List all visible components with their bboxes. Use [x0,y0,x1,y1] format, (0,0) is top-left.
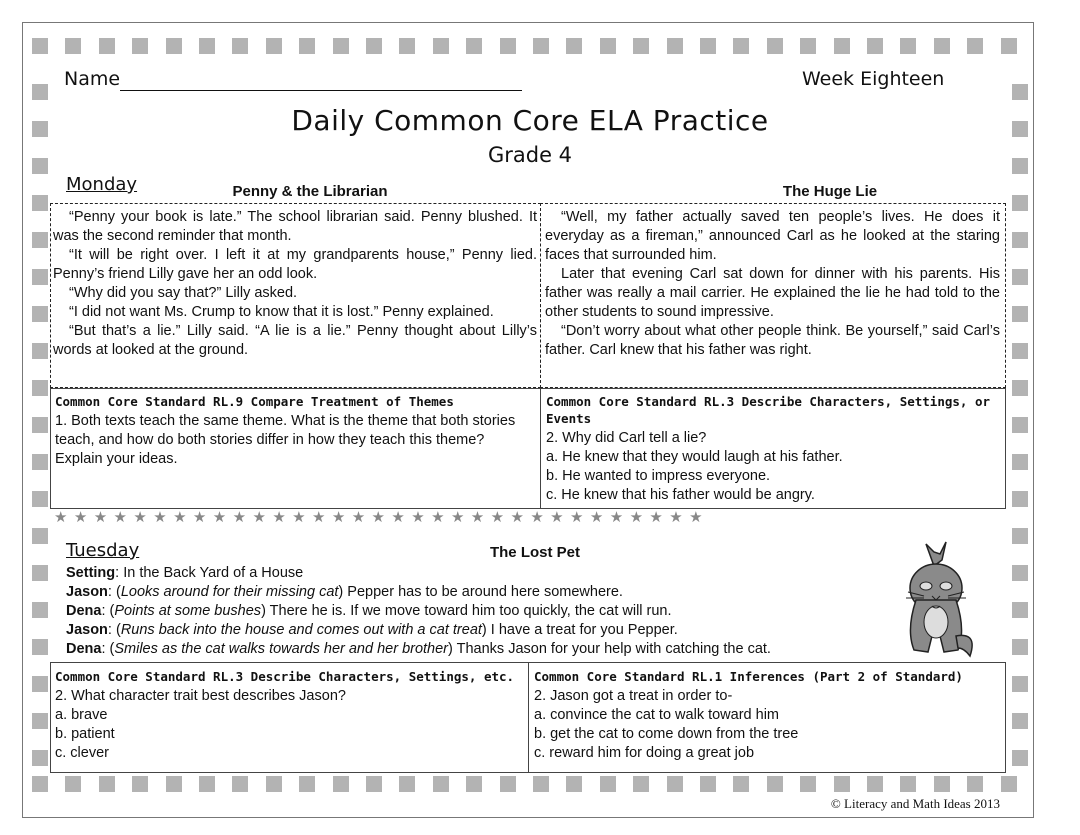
question3-body [55,687,525,763]
border-square [32,195,48,211]
question4-option: c. reward him for doing a great job [534,745,755,761]
story1-paragraph: “It will be right over. I left it at my grandparents house,” Penny lied. Penny’s friend Lilly gave her an odd look. [53,247,537,282]
question3-box [50,662,529,773]
question2-body [546,429,1001,505]
question2-option: b. He wanted to impress everyone. [546,468,771,484]
border-square [1012,195,1028,211]
border-square [500,776,516,792]
name-line [120,90,522,91]
story1-paragraph: “Why did you say that?” Lilly asked. [69,285,298,301]
border-square [266,38,282,54]
question3-standard: Common Core Standard RL.3 Describe Characters, Settings, etc. [55,669,515,684]
border-square [566,776,582,792]
story1-text [53,208,537,360]
border-square [1001,38,1017,54]
question3-option: c. clever [55,745,109,761]
border-square [1012,343,1028,359]
play-line: Setting: In the Back Yard of a House [66,565,304,581]
border-square [366,38,382,54]
border-square [1012,417,1028,433]
border-square [466,38,482,54]
border-square [1012,639,1028,655]
question2-standard: Common Core Standard RL.3 Describe Characters, Settings, or Events [546,394,991,426]
question4-box [528,662,1006,773]
question1-standard: Common Core Standard RL.9 Compare Treatment of Themes [55,394,454,409]
border-square [32,491,48,507]
border-square [99,38,115,54]
question2-box [540,388,1006,509]
story2-paragraph: “Don’t worry about what other people think. Be yourself,” said Carl’s father. Carl knew that his father was right. [545,323,1000,358]
play-line: Jason: (Runs back into the house and comes out with a cat treat) I have a treat for you Pepper. [66,622,678,638]
border-square [32,306,48,322]
border-square [32,565,48,581]
border-square [132,776,148,792]
border-square [466,776,482,792]
story1-paragraph: “Penny your book is late.” The school librarian said. Penny blushed. It was the second reminder that month. [53,209,537,244]
border-square [65,38,81,54]
border-square [967,38,983,54]
question4-prompt: 2. Jason got a treat in order to- [534,688,733,704]
question2-option: a. He knew that they would laugh at his father. [546,449,843,465]
border-square [533,38,549,54]
tuesday-title: The Lost Pet [489,544,580,561]
border-square [399,776,415,792]
question3-option: a. brave [55,707,108,723]
border-square [32,38,48,54]
border-square [667,776,683,792]
border-square [32,776,48,792]
border-square [1012,528,1028,544]
story1-title: Penny & the Librarian [232,183,388,200]
page-title: Daily Common Core ELA Practice [291,104,769,137]
border-square [1012,454,1028,470]
border-square [433,776,449,792]
border-square [700,38,716,54]
week-label: Week Eighteen [802,68,945,90]
border-square [132,38,148,54]
border-square [232,38,248,54]
border-square [767,38,783,54]
story1-box [50,203,541,388]
border-square [867,38,883,54]
cat-illustration [888,540,984,662]
border-square [32,602,48,618]
name-label: Name [64,68,121,90]
border-square [1012,602,1028,618]
grade-label: Grade 4 [487,143,573,167]
border-square [800,776,816,792]
border-square [199,776,215,792]
question3-prompt: 2. What character trait best describes Jason? [55,688,346,704]
border-square [433,38,449,54]
story2-title: The Huge Lie [782,183,878,200]
border-square [32,454,48,470]
question1-prompt: 1. Both texts teach the same theme. What is the theme that both stories teach, and how do both stories differ in how they teach this theme? Explain your ideas. [55,413,516,467]
border-square [1012,713,1028,729]
border-square [32,528,48,544]
border-square [900,38,916,54]
border-square [633,38,649,54]
border-square [32,84,48,100]
border-square [767,776,783,792]
border-square [967,776,983,792]
border-square [65,776,81,792]
border-square [600,776,616,792]
border-square [533,776,549,792]
border-square [1012,750,1028,766]
border-square [99,776,115,792]
border-square [600,38,616,54]
copyright: © Literacy and Math Ideas 2013 [830,796,1000,811]
border-square [32,269,48,285]
story2-text [545,208,1000,360]
border-square [1012,232,1028,248]
border-square [366,776,382,792]
play-line: Jason: (Looks around for their missing cat) Pepper has to be around here somewhere. [66,584,623,600]
border-square [333,38,349,54]
border-square [232,776,248,792]
border-square [867,776,883,792]
border-square [1012,84,1028,100]
tuesday-label: Tuesday [66,540,140,561]
border-square [633,776,649,792]
story1-paragraph: “I did not want Ms. Crump to know that it is lost.” Penny explained. [69,304,494,320]
border-square [32,750,48,766]
border-square [1012,676,1028,692]
border-square [733,38,749,54]
border-square [900,776,916,792]
question4-body [534,687,1002,763]
border-square [299,38,315,54]
border-square [700,776,716,792]
border-square [1012,491,1028,507]
story2-box [540,203,1006,388]
border-square [934,776,950,792]
border-square [299,776,315,792]
monday-label: Monday [66,174,138,195]
border-square [733,776,749,792]
border-square [500,38,516,54]
question2-prompt: 2. Why did Carl tell a lie? [546,430,707,446]
border-square [934,38,950,54]
play-line: Dena: (Points at some bushes) There he is. If we move toward him too quickly, the cat will run. [66,603,672,619]
border-square [32,232,48,248]
border-square [834,38,850,54]
play-line: Dena: (Smiles as the cat walks towards her and her brother) Thanks Jason for your help with catching the cat. [66,641,771,657]
border-square [399,38,415,54]
border-square [266,776,282,792]
border-square [32,417,48,433]
question1-box [50,388,541,509]
border-square [166,38,182,54]
question4-option: b. get the cat to come down from the tree [534,726,799,742]
border-square [199,38,215,54]
story1-paragraph: “But that’s a lie.” Lilly said. “A lie is a lie.” Penny thought about Lilly’s words at looked at the ground. [53,323,537,358]
border-square [32,343,48,359]
border-square [166,776,182,792]
question1-text [55,412,525,469]
border-square [32,639,48,655]
border-square [667,38,683,54]
play-script [66,564,771,659]
question4-option: a. convince the cat to walk toward him [534,707,780,723]
border-square [1012,380,1028,396]
border-square [1001,776,1017,792]
border-square [32,380,48,396]
border-square [32,676,48,692]
story2-paragraph: “Well, my father actually saved ten people’s lives. He does it everyday as a fireman,” announced Carl as he looked at the staring faces that surrounded him. [545,209,1000,263]
border-square [1012,269,1028,285]
question2-option: c. He knew that his father would be angry. [546,487,815,503]
border-square [333,776,349,792]
border-square [32,713,48,729]
border-square [566,38,582,54]
border-square [834,776,850,792]
border-square [1012,306,1028,322]
question3-option: b. patient [55,726,115,742]
question4-standard: Common Core Standard RL.1 Inferences (Part 2 of Standard) [534,669,963,684]
border-square [1012,565,1028,581]
border-square [800,38,816,54]
star-divider: ★★★★★★★★★★★★★★★★★★★★★★★★★★★★★★★★★ [54,509,709,526]
story2-paragraph: Later that evening Carl sat down for dinner with his parents. His father was really a mail carrier. He explained the lie he had told to the other students to sound impressive. [545,266,1000,320]
